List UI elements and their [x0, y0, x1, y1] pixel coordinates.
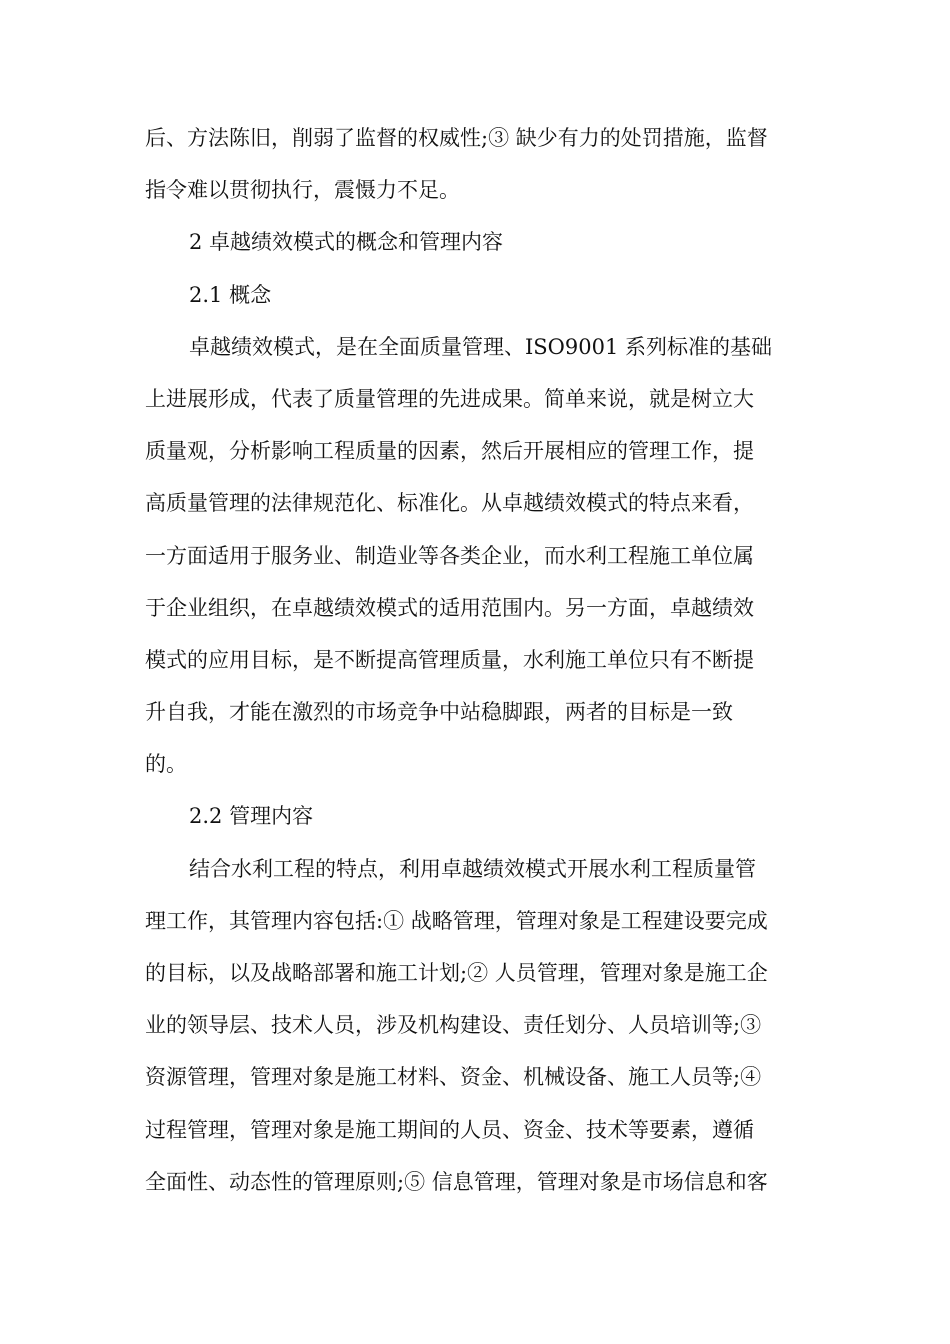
text-line: 上进展形成，代表了质量管理的先进成果。简单来说，就是树立大	[145, 386, 754, 411]
text-line: 模式的应用目标，是不断提高管理质量，水利施工单位只有不断提	[145, 647, 754, 672]
text-line: 升自我，才能在激烈的市场竞争中站稳脚跟，两者的目标是一致	[145, 700, 733, 725]
text-line: 质量观，分析影响工程质量的因素，然后开展相应的管理工作，提	[145, 439, 754, 464]
subsection-heading: 2.2 管理内容	[189, 804, 314, 829]
text-line: 过程管理，管理对象是施工期间的人员、资金、技术等要素，遵循	[145, 1117, 754, 1142]
text-line: 资源管理，管理对象是施工材料、资金、机械设备、施工人员等;④	[145, 1065, 762, 1090]
text-line: 指令难以贯彻执行，震慑力不足。	[145, 178, 460, 203]
document-page	[145, 112, 805, 1208]
text-line: 于企业组织，在卓越绩效模式的适用范围内。另一方面，卓越绩效	[145, 595, 754, 620]
text-line: 理工作，其管理内容包括:① 战略管理，管理对象是工程建设要完成	[145, 908, 768, 933]
text-line: 全面性、动态性的管理原则;⑤ 信息管理，管理对象是市场信息和客	[145, 1169, 768, 1194]
text-line: 一方面适用于服务业、制造业等各类企业，而水利工程施工单位属	[145, 543, 754, 568]
text-line: 的。	[145, 752, 187, 777]
subsection-heading: 2.1 概念	[189, 282, 272, 307]
text-line: 后、方法陈旧，削弱了监督的权威性;③ 缺少有力的处罚措施，监督	[145, 126, 768, 150]
text-line: 的目标，以及战略部署和施工计划;② 人员管理，管理对象是施工企	[145, 961, 768, 985]
paragraph-first-line: 卓越绩效模式，是在全面质量管理、ISO9001 系列标准的基础	[189, 334, 773, 359]
paragraph-first-line: 结合水利工程的特点，利用卓越绩效模式开展水利工程质量管	[189, 856, 756, 881]
text-line: 业的领导层、技术人员，涉及机构建设、责任划分、人员培训等;③	[145, 1013, 762, 1038]
text-line: 高质量管理的法律规范化、标准化。从卓越绩效模式的特点来看，	[145, 491, 754, 516]
section-heading: 2 卓越绩效模式的概念和管理内容	[189, 230, 504, 255]
